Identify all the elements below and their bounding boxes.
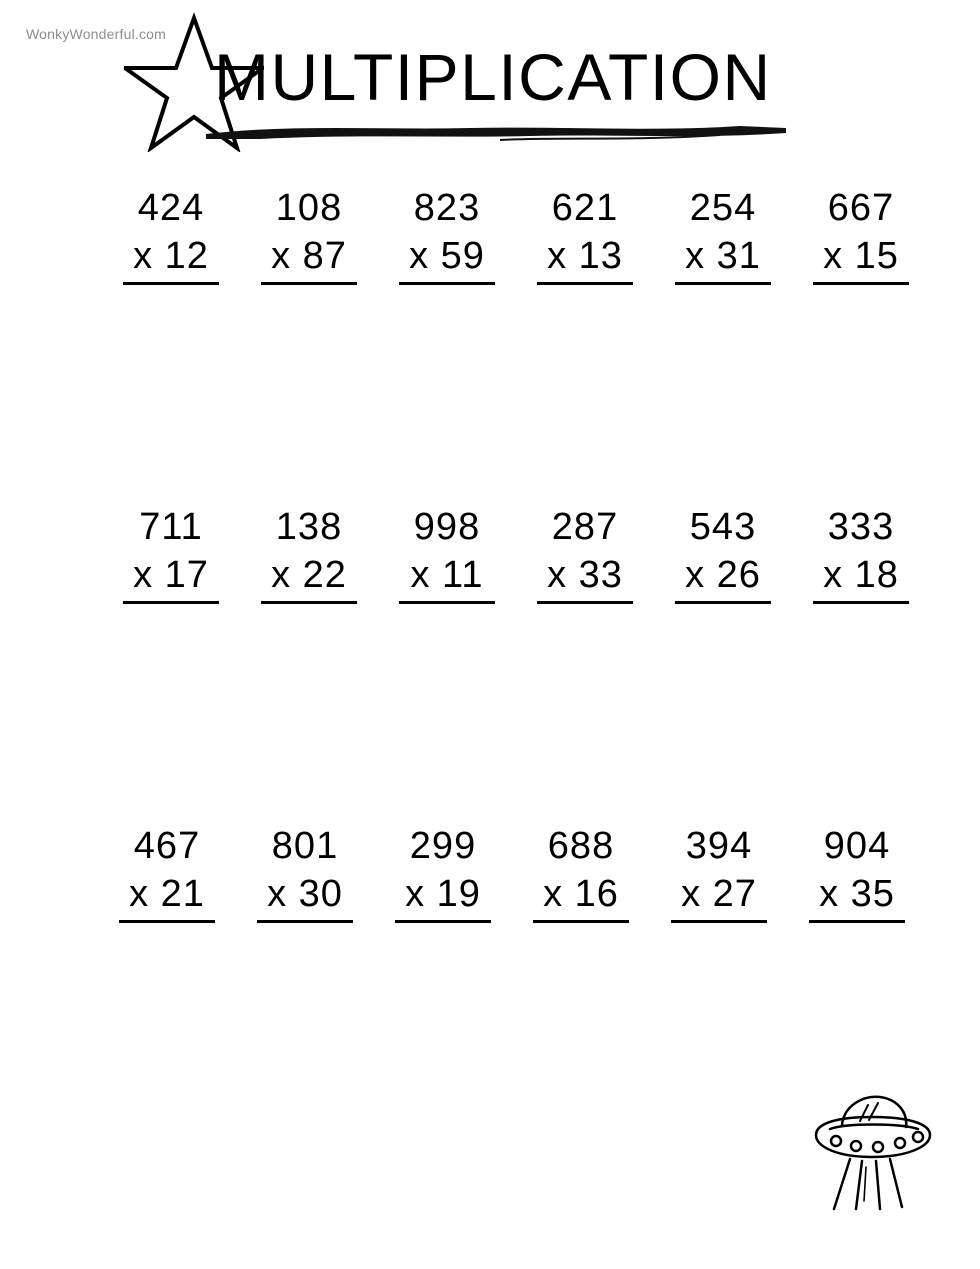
multiplier: x 27 (671, 870, 767, 923)
multiplier: x 87 (261, 232, 357, 285)
multiplicand: 424 (137, 187, 205, 229)
multiplier: x 13 (537, 232, 633, 285)
multiplicand: 254 (689, 187, 757, 229)
problem-item (104, 503, 238, 604)
problem-item (380, 184, 514, 285)
multiplier: x 17 (123, 551, 219, 604)
multiplier: x 16 (533, 870, 629, 923)
multiplicand: 823 (413, 187, 481, 229)
multiplicand: 333 (827, 506, 895, 548)
multiplicand: 904 (823, 825, 891, 867)
multiplicand: 299 (409, 825, 477, 867)
multiplicand: 108 (275, 187, 343, 229)
ufo-icon (794, 1077, 944, 1217)
problem-item (656, 503, 790, 604)
problem-row (0, 503, 980, 604)
problem-item (104, 184, 238, 285)
multiplier: x 31 (675, 232, 771, 285)
page-title: MULTIPLICATION (214, 40, 772, 114)
problem-item (242, 503, 376, 604)
multiplier: x 15 (813, 232, 909, 285)
multiplier: x 59 (399, 232, 495, 285)
title-underline-icon (200, 120, 800, 146)
multiplier: x 26 (675, 551, 771, 604)
problem-item (794, 503, 928, 604)
problem-item (100, 822, 234, 923)
multiplier: x 35 (809, 870, 905, 923)
multiplier: x 11 (399, 551, 495, 604)
multiplier: x 21 (119, 870, 215, 923)
multiplicand: 688 (547, 825, 615, 867)
multiplier: x 19 (395, 870, 491, 923)
problem-item (518, 184, 652, 285)
site-watermark: WonkyWonderful.com (26, 26, 167, 42)
problem-item (794, 184, 928, 285)
multiplicand: 801 (271, 825, 339, 867)
problem-item (242, 184, 376, 285)
problem-item (790, 822, 924, 923)
problem-item (656, 184, 790, 285)
problem-item (518, 503, 652, 604)
multiplicand: 394 (685, 825, 753, 867)
problem-row (0, 822, 980, 923)
multiplier: x 33 (537, 551, 633, 604)
problem-item (380, 503, 514, 604)
problem-item (376, 822, 510, 923)
multiplicand: 543 (689, 506, 757, 548)
multiplicand: 998 (413, 506, 481, 548)
multiplicand: 138 (275, 506, 343, 548)
multiplier: x 30 (257, 870, 353, 923)
multiplier: x 22 (261, 551, 357, 604)
multiplicand: 287 (551, 506, 619, 548)
problem-item (238, 822, 372, 923)
problem-item (514, 822, 648, 923)
multiplicand: 667 (827, 187, 895, 229)
worksheet-header (0, 8, 980, 158)
multiplicand: 621 (551, 187, 619, 229)
problem-sheet (0, 172, 980, 923)
multiplicand: 467 (133, 825, 201, 867)
problem-item (652, 822, 786, 923)
multiplier: x 18 (813, 551, 909, 604)
multiplier: x 12 (123, 232, 219, 285)
problem-row (0, 184, 980, 285)
multiplicand: 711 (139, 506, 203, 548)
